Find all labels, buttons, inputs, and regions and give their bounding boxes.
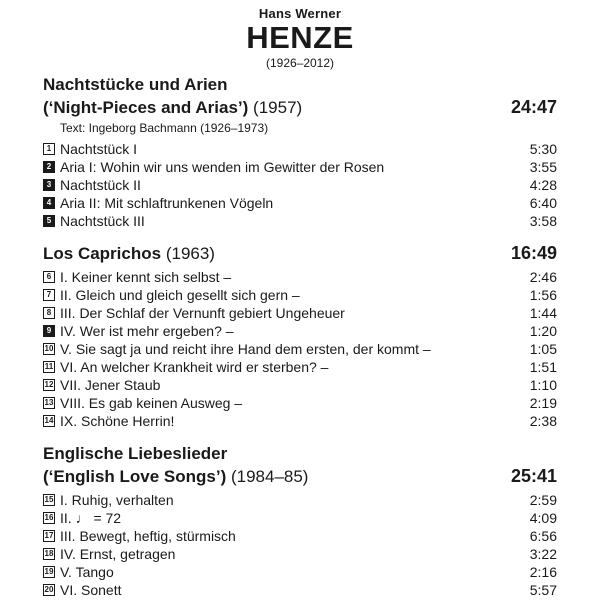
track-number-icon: 15 xyxy=(44,495,54,504)
work-title-line1: Los Caprichos xyxy=(43,244,162,263)
track-row[interactable] xyxy=(43,545,557,563)
track-duration: 6:40 xyxy=(529,195,557,211)
track-number-icon: 5 xyxy=(43,215,55,227)
track-name: IV. Ernst, getragen xyxy=(60,546,176,562)
track-name: VII. Jener Staub xyxy=(60,377,161,393)
track-duration: 3:58 xyxy=(529,213,557,229)
work-title-line1: Nachtstücke und Arien xyxy=(43,75,228,94)
track-duration: 2:16 xyxy=(529,564,557,580)
track-duration: 1:05 xyxy=(529,341,557,357)
track-number-icon: 1 xyxy=(43,143,55,155)
work-credit: Text: Ingeborg Bachmann (1926–1973) xyxy=(60,121,269,135)
track-number-icon: 13 xyxy=(44,398,54,407)
track-row[interactable] xyxy=(43,140,557,158)
work-english-love-songs xyxy=(43,442,557,599)
work-title-line1: Englische Liebeslieder xyxy=(43,444,228,463)
track-number-icon: 11 xyxy=(44,362,54,371)
track-number-icon: 4 xyxy=(43,197,55,209)
track-row[interactable] xyxy=(43,412,557,430)
work-year: (1984–85) xyxy=(230,467,309,486)
track-duration: 2:38 xyxy=(529,413,557,429)
track-name: V. Sie sagt ja und reicht ihre Hand dem ersten, der kommt – xyxy=(60,341,431,357)
work-los-caprichos xyxy=(43,242,557,430)
track-row[interactable] xyxy=(43,176,557,194)
track-number-icon: 7 xyxy=(43,289,55,301)
track-duration: 1:51 xyxy=(529,359,557,375)
track-row[interactable] xyxy=(43,212,557,230)
work-title xyxy=(43,442,557,488)
track-number-icon: 2 xyxy=(43,161,55,173)
track-row[interactable] xyxy=(43,304,557,322)
track-number-icon: 17 xyxy=(44,531,54,540)
work-night-pieces xyxy=(43,73,557,230)
track-row[interactable] xyxy=(43,394,557,412)
track-row[interactable] xyxy=(43,322,557,340)
track-name: III. Bewegt, heftig, stürmisch xyxy=(60,528,236,544)
track-name: VI. Sonett xyxy=(60,582,122,598)
track-name: II. ♩ = 72 xyxy=(60,510,122,526)
track-duration: 1:20 xyxy=(529,323,557,339)
track-duration: 3:55 xyxy=(529,159,557,175)
track-row[interactable] xyxy=(43,340,557,358)
track-list xyxy=(43,268,557,430)
track-duration: 2:59 xyxy=(529,492,557,508)
track-duration: 1:44 xyxy=(529,305,557,321)
track-duration: 2:46 xyxy=(529,269,557,285)
header xyxy=(0,6,600,70)
work-title-line2: (‘English Love Songs’) xyxy=(43,467,227,486)
track-row[interactable] xyxy=(43,376,557,394)
track-name: Nachtstück II xyxy=(60,177,141,193)
track-number-icon: 18 xyxy=(44,549,54,558)
track-duration: 1:10 xyxy=(529,377,557,393)
track-row[interactable] xyxy=(43,268,557,286)
track-row[interactable] xyxy=(43,286,557,304)
track-duration: 5:57 xyxy=(529,582,557,598)
track-row[interactable] xyxy=(43,358,557,376)
work-total-duration: 24:47 xyxy=(510,97,557,117)
work-total-duration: 25:41 xyxy=(510,466,557,486)
track-name: II. Gleich und gleich gesellt sich gern – xyxy=(60,287,300,303)
track-number-icon: 20 xyxy=(44,585,54,594)
track-name: Nachtstück I xyxy=(60,141,138,157)
track-number-icon: 14 xyxy=(44,416,54,425)
track-name: Aria I: Wohin wir uns wenden im Gewitter der Rosen xyxy=(60,159,385,175)
track-row[interactable] xyxy=(43,491,557,509)
track-duration: 3:22 xyxy=(529,546,557,562)
work-year: (1963) xyxy=(165,244,215,263)
track-name: I. Ruhig, verhalten xyxy=(60,492,174,508)
track-name: IX. Schöne Herrin! xyxy=(60,413,175,429)
track-row[interactable] xyxy=(43,581,557,599)
track-number-icon: 9 xyxy=(43,325,55,337)
work-year: (1957) xyxy=(253,98,303,117)
track-name: Aria II: Mit schlaftrunkenen Vögeln xyxy=(60,195,274,211)
track-number-icon: 8 xyxy=(43,307,55,319)
track-name: IV. Wer ist mehr ergeben? – xyxy=(60,323,234,339)
track-row[interactable] xyxy=(43,158,557,176)
track-duration: 1:56 xyxy=(529,287,557,303)
track-row[interactable] xyxy=(43,194,557,212)
tracklist xyxy=(43,73,557,611)
work-title xyxy=(43,242,557,265)
track-row[interactable] xyxy=(43,527,557,545)
track-list xyxy=(43,491,557,599)
track-number-icon: 10 xyxy=(44,344,54,353)
composer-first-name: Hans Werner xyxy=(258,6,342,21)
work-title-line2: (‘Night-Pieces and Arias’) xyxy=(43,98,249,117)
track-row[interactable] xyxy=(43,563,557,581)
track-duration: 6:56 xyxy=(529,528,557,544)
track-duration: 4:28 xyxy=(529,177,557,193)
composer-last-name: HENZE xyxy=(246,20,354,55)
track-name: VIII. Es gab keinen Ausweg – xyxy=(60,395,243,411)
track-number-icon: 12 xyxy=(44,380,54,389)
track-name: III. Der Schlaf der Vernunft gebiert Ungeheuer xyxy=(60,305,345,321)
composer-dates: (1926–2012) xyxy=(265,56,335,70)
track-number-icon: 6 xyxy=(43,271,55,283)
track-list xyxy=(43,140,557,230)
track-row[interactable] xyxy=(43,509,557,527)
track-duration: 5:30 xyxy=(529,141,557,157)
track-duration: 4:09 xyxy=(529,510,557,526)
track-number-icon: 16 xyxy=(44,513,54,522)
work-title xyxy=(43,73,557,119)
work-total-duration: 16:49 xyxy=(510,243,557,263)
track-name: VI. An welcher Krankheit wird er sterben? – xyxy=(60,359,329,375)
track-duration: 2:19 xyxy=(529,395,557,411)
track-name: Nachtstück III xyxy=(60,213,145,229)
track-name: V. Tango xyxy=(60,564,114,580)
track-name: I. Keiner kennt sich selbst – xyxy=(60,269,232,285)
track-number-icon: 3 xyxy=(43,179,55,191)
track-number-icon: 19 xyxy=(44,567,54,576)
